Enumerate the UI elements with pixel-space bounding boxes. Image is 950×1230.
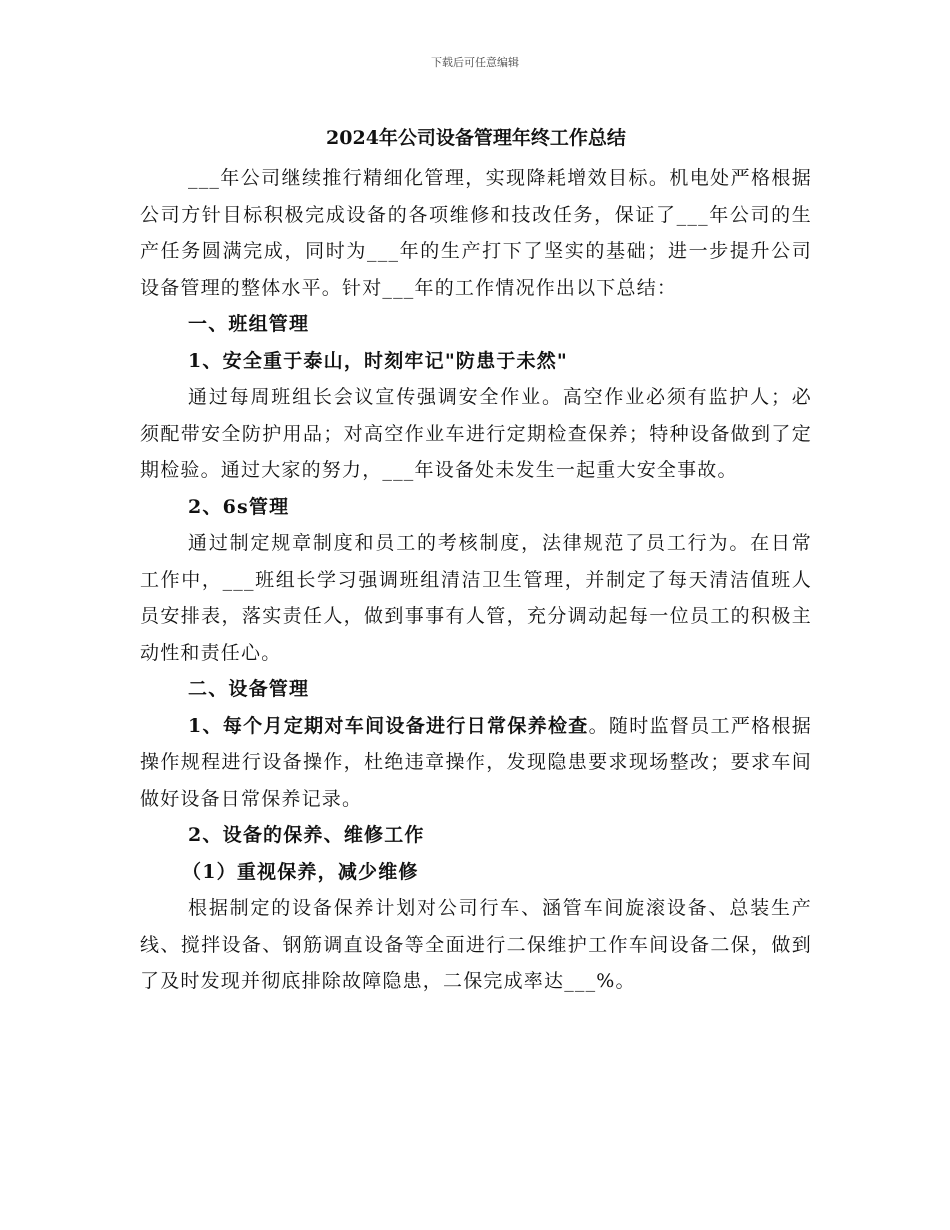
section1-item2-heading: 2、6s管理 [188, 495, 290, 518]
section2-item1-paragraph [140, 708, 812, 818]
intro-paragraph: ___年公司继续推行精细化管理，实现降耗增效目标。机电处严格根据公司方针目标积极完成设备的各项维修和技改任务，保证了___年公司的生产任务圆满完成，同时为___年的生产打下了坚实的基础；进一步提升公司设备管理的整体水平。针对___年的工作情况作出以下总结： [140, 167, 812, 299]
section2-sub1-heading: （1）重视保养，减少维修 [182, 860, 419, 883]
page-header: 下载后可任意编辑 [431, 56, 519, 69]
section2-item1-bold: 1、每个月定期对车间设备进行日常保养检查 [188, 714, 589, 737]
section2-sub1-text: 根据制定的设备保养计划对公司行车、涵管车间旋滚设备、总装生产线、搅拌设备、钢筋调直设备等全面进行二保维护工作车间设备二保，做到了及时发现并彻底排除故障隐患，二保完成率达___%。 [140, 897, 812, 992]
section2-heading: 二、设备管理 [188, 678, 310, 700]
document-title: 2024年公司设备管理年终工作总结 [326, 127, 626, 149]
section1-heading: 一、班组管理 [188, 313, 310, 335]
document-body [140, 120, 812, 1000]
section2-item2-heading: 2、设备的保养、维修工作 [188, 824, 425, 846]
section1-item1-heading: 1、安全重于泰山，时刻牢记"防患于未然" [188, 349, 569, 372]
section1-item1-text: 通过每周班组长会议宣传强调安全作业。高空作业必须有监护人；必须配带安全防护用品；对高空作业车进行定期检查保养；特种设备做到了定期检验。通过大家的努力，___年设备处未发生一起重大安全事故。 [140, 386, 812, 481]
section2-item1-text: 。随时监督员工严格根据操作规程进行设备操作，杜绝违章操作，发现隐患要求现场整改；要求车间做好设备日常保养记录。 [140, 714, 812, 810]
section1-item2-text: 通过制定规章制度和员工的考核制度，法律规范了员工行为。在日常工作中，___班组长学习强调班组清洁卫生管理，并制定了每天清洁值班人员安排表，落实责任人，做到事事有人管，充分调动起每一位员工的积极主动性和责任心。 [140, 532, 812, 664]
